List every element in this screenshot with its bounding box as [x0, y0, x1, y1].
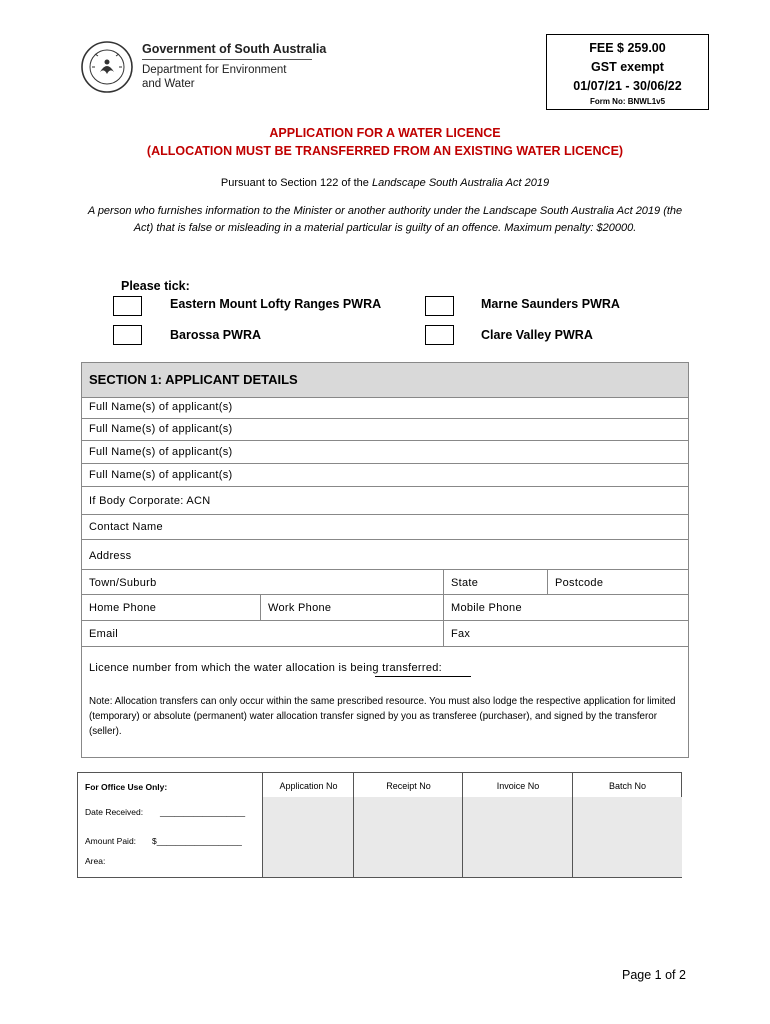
application-no-field — [263, 797, 354, 877]
postcode-cell[interactable] — [547, 570, 689, 594]
postcode-label: Postcode — [555, 577, 604, 589]
form-subtitle: (ALLOCATION MUST BE TRANSFERRED FROM AN EXISTING WATER LICENCE) — [146, 144, 624, 158]
acn-label: If Body Corporate: ACN — [89, 495, 211, 507]
full-name-row-2[interactable] — [82, 419, 688, 441]
mobile-phone-label: Mobile Phone — [451, 602, 522, 614]
fee-period: 01/07/21 - 30/06/22 — [573, 79, 682, 93]
pursuant-prefix: Pursuant to Section 122 of the — [220, 177, 372, 189]
date-received-label: Date Received: — [85, 807, 144, 817]
receipt-no-field — [354, 797, 463, 877]
option-eastern-mount-lofty: Eastern Mount Lofty Ranges PWRA — [170, 297, 382, 311]
batch-no-header: Batch No — [608, 781, 647, 791]
application-no-header: Application No — [279, 781, 338, 791]
full-name-label: Full Name(s) of applicant(s) — [89, 401, 233, 413]
batch-no-field — [573, 797, 682, 877]
full-name-label: Full Name(s) of applicant(s) — [89, 469, 233, 481]
option-marne-saunders: Marne Saunders PWRA — [481, 297, 620, 311]
checkbox-barossa[interactable] — [113, 325, 142, 345]
office-use-table — [77, 772, 682, 878]
full-name-row-1[interactable] — [82, 397, 688, 419]
office-use-column — [78, 773, 262, 877]
form-title: APPLICATION FOR A WATER LICENCE — [269, 126, 501, 140]
government-title: Government of South Australia — [142, 42, 327, 56]
date-received-blank: __________________ — [160, 807, 246, 817]
town-row — [82, 570, 688, 595]
area-label: Area: — [85, 856, 106, 866]
amount-paid-blank: $__________________ — [152, 836, 242, 846]
receipt-no-header: Receipt No — [386, 781, 431, 791]
licence-number-field[interactable] — [375, 676, 471, 677]
form-number: Form No: BNWL1v5 — [589, 97, 666, 106]
application-no-column — [262, 773, 354, 877]
acn-row[interactable] — [82, 487, 688, 515]
fee-box — [546, 34, 709, 110]
act-name: Landscape South Australia Act 2019 — [371, 177, 550, 189]
gov-sa-logo — [80, 40, 325, 96]
licence-number-label: Licence number from which the water allocation is being transferred: — [89, 662, 443, 674]
fax-cell[interactable] — [443, 621, 689, 646]
contact-name-label: Contact Name — [89, 521, 163, 533]
invoice-no-field — [463, 797, 573, 877]
section-heading: SECTION 1: APPLICANT DETAILS — [89, 372, 298, 387]
header-rule — [142, 59, 312, 60]
fee-amount: FEE $ 259.00 — [589, 41, 666, 55]
full-name-row-4[interactable] — [82, 464, 688, 487]
phone-row — [82, 595, 688, 621]
gst-status: GST exempt — [591, 60, 664, 74]
batch-no-column — [572, 773, 682, 877]
receipt-no-column — [353, 773, 463, 877]
address-row[interactable] — [82, 540, 688, 570]
department-name — [142, 63, 286, 91]
address-label: Address — [89, 550, 132, 562]
option-clare-valley: Clare Valley PWRA — [481, 328, 593, 342]
transfer-note: Note: Allocation transfers can only occur within the same prescribed resource. You must also lodge the respective application for limited (temporary) or absolute (permanent) water allocation transfer signed by you as transferee (purchaser), and signed by the transferor (seller). — [89, 696, 676, 737]
department-line-2: and Water — [142, 78, 195, 90]
town-label: Town/Suburb — [89, 577, 157, 589]
town-cell[interactable] — [82, 570, 443, 594]
invoice-no-column — [462, 773, 573, 877]
penalty-warning: A person who furnishes information to the Minister or another authority under the Landscape South Australia Act 2019 (the Act) that is false or misleading in a material particular is guilty of an offence. Maximum penalty: $20000. — [87, 205, 683, 234]
south-australia-seal-icon — [80, 40, 134, 94]
fax-label: Fax — [451, 628, 471, 640]
work-phone-label: Work Phone — [268, 602, 332, 614]
home-phone-cell[interactable] — [82, 595, 260, 620]
pursuant-text — [0, 177, 770, 189]
option-barossa: Barossa PWRA — [170, 328, 261, 342]
invoice-no-header: Invoice No — [496, 781, 540, 791]
full-name-label: Full Name(s) of applicant(s) — [89, 423, 233, 435]
contact-name-row[interactable] — [82, 515, 688, 540]
email-label: Email — [89, 628, 119, 640]
amount-paid-label: Amount Paid: — [85, 836, 137, 846]
state-cell[interactable] — [443, 570, 548, 594]
department-line-1: Department for Environment — [142, 64, 287, 76]
checkbox-marne-saunders[interactable] — [425, 296, 454, 316]
full-name-label: Full Name(s) of applicant(s) — [89, 446, 233, 458]
full-name-row-3[interactable] — [82, 441, 688, 464]
checkbox-clare-valley[interactable] — [425, 325, 454, 345]
page-number: Page 1 of 2 — [622, 968, 686, 982]
home-phone-label: Home Phone — [89, 602, 157, 614]
state-label: State — [451, 577, 479, 589]
checkbox-eastern-mount-lofty[interactable] — [113, 296, 142, 316]
please-tick-label: Please tick: — [121, 279, 190, 293]
office-use-heading: For Office Use Only: — [85, 782, 168, 792]
email-cell[interactable] — [82, 621, 443, 646]
mobile-phone-cell[interactable] — [443, 595, 689, 620]
email-row — [82, 621, 688, 647]
section-header — [82, 363, 688, 398]
work-phone-cell[interactable] — [260, 595, 444, 620]
